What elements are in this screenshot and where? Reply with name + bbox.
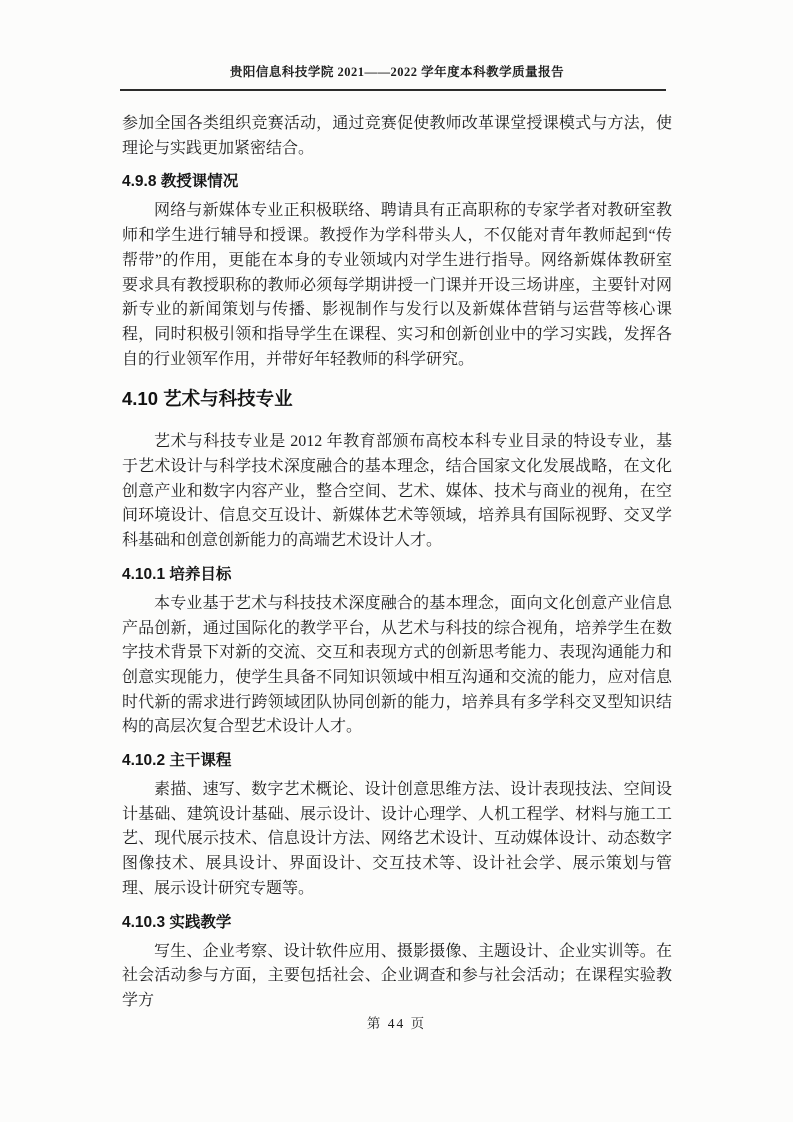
paragraph: 艺术与科技专业是 2012 年教育部颁布高校本科专业目录的特设专业，基于艺术设计与科学技术深度融合的基本理念，结合国家文化发展战略，在文化创意产业和数字内容产业，整合空间、艺术、媒体、技术与商业的视角，在空间环境设计、信息交互设计、新媒体艺术等领域，培养具有国际视野、交叉学科基础和创意创新能力的高端艺术设计人才。 xyxy=(122,433,672,550)
paragraph: 素描、速写、数字艺术概论、设计创意思维方法、设计表现技法、空间设计基础、建筑设计基础、展示设计、设计心理学、人机工程学、材料与施工工艺、现代展示技术、信息设计方法、网络艺术设计、互动媒体设计、动态数字图像技术、展具设计、界面设计、交互技术等、设计社会学、展示策划与管理、展示设计研究专题等。 xyxy=(122,781,672,897)
running-header-title: 贵阳信息科技学院 2021——2022 学年度本科教学质量报告 xyxy=(229,65,565,79)
paragraph: 网络与新媒体专业正积极联络、聘请具有正高职称的专家学者对教研室教师和学生进行辅导和授课。教授作为学科带头人，不仅能对青年教师起到“传帮带”的作用，更能在本身的专业领域内对学生进行指导。网络新媒体教研室要求具有教授职称的教师必须每学期讲授一门课并开设三场讲座，主要针对网新专业的新闻策划与传播、影视制作与发行以及新媒体营销与运营等核心课程，同时积极引领和指导学生在课程、实习和创新创业中的学习实践，发挥各自的行业领军作用，并带好年轻教师的科学研究。 xyxy=(122,202,672,368)
subsection-heading-4102: 4.10.2 主干课程 xyxy=(122,752,232,770)
paragraph-continued: 参加全国各类组织竞赛活动，通过竞赛促使教师改革课堂授课模式与方法，使理论与实践更加紧密结合。 xyxy=(122,115,672,157)
subsection-heading-4101: 4.10.1 培养目标 xyxy=(122,565,232,583)
section-heading-410: 4.10 艺术与科技专业 xyxy=(122,388,293,410)
paragraph: 本专业基于艺术与科技技术深度融合的基本理念，面向文化创意产业信息产品创新，通过国际化的教学平台，从艺术与科技的综合视角，培养学生在数字技术背景下对新的交流、交互和表现方式的创新思考能力、表现沟通能力和创意实现能力，使学生具备不同知识领域中相互沟通和交流的能力，应对信息时代新的需求进行跨领域团队协同创新的能力，培养具有多学科交叉型知识结构的高层次复合型艺术设计人才。 xyxy=(122,594,672,736)
header-rule xyxy=(120,89,666,91)
subsection-heading-4103: 4.10.3 实践教学 xyxy=(122,913,232,931)
document-body xyxy=(122,112,672,1014)
subsection-heading-498: 4.9.8 教授课情况 xyxy=(122,173,239,191)
page-number: 第 44 页 xyxy=(366,1016,427,1031)
paragraph: 写生、企业考察、设计软件应用、摄影摄像、主题设计、企业实训等。在社会活动参与方面，主要包括社会、企业调查和参与社会活动；在课程实验教学方 xyxy=(122,942,672,1009)
